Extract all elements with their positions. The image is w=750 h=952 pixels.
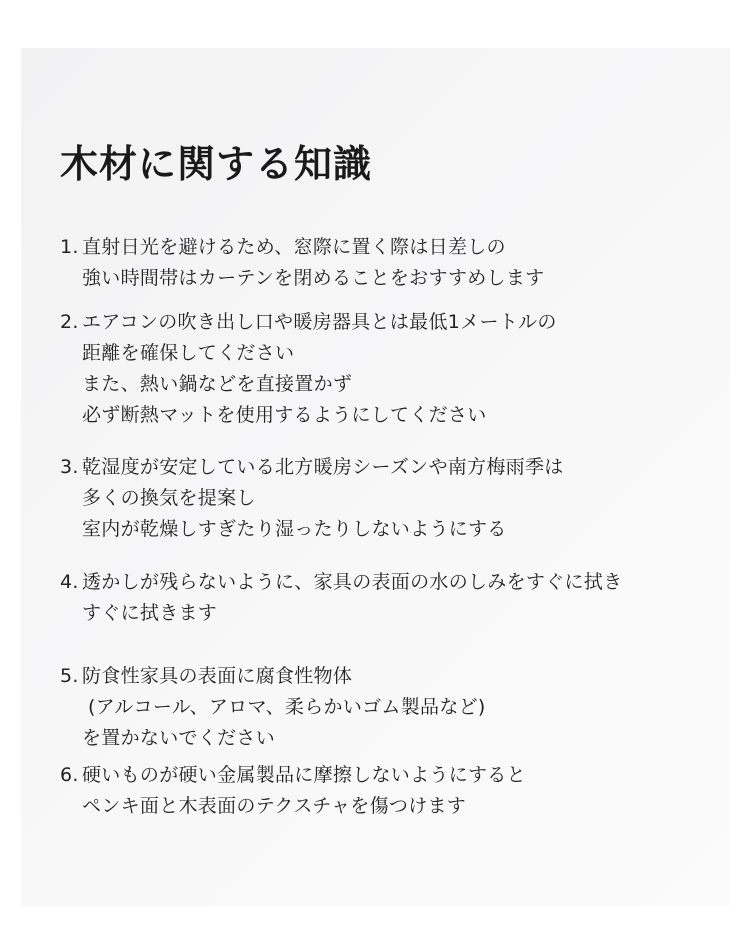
item-line: [60, 452, 720, 483]
item-text: 多くの換気を提案し: [82, 487, 256, 509]
item-text: 硬いものが硬い金属製品に摩擦しないようにすると: [82, 764, 526, 786]
item-line: [60, 232, 720, 263]
item-text: 防食性家具の表面に腐食性物体: [82, 665, 353, 687]
list-item-3: [60, 452, 720, 545]
item-line: [60, 307, 720, 338]
page-title: 木材に関する知識: [60, 142, 373, 186]
item-number: 2.: [60, 311, 79, 333]
item-text: 透かしが残らないように、家具の表面の水のしみをすぐに拭き: [82, 571, 623, 593]
item-text: 直射日光を避けるため、窓際に置く際は日差しの: [82, 236, 506, 258]
item-number: 6.: [60, 764, 79, 786]
item-text: また、熱い鍋などを直接置かず: [82, 373, 353, 395]
list-item-2: [60, 307, 720, 431]
item-number: 4.: [60, 571, 79, 593]
item-text: を置かないでください: [82, 727, 276, 749]
list-item-6: [60, 760, 720, 822]
item-text: エアコンの吹き出し口や暖房器具とは最低1メートルの: [82, 311, 557, 333]
list-item-5: [60, 661, 720, 754]
item-text: 必ず断熱マットを使用するようにしてください: [82, 404, 487, 426]
item-line: [60, 760, 720, 791]
item-number: 1.: [60, 236, 79, 258]
item-text: (アルコール、アロマ、柔らかいゴム製品など): [88, 696, 486, 718]
list-item-1: [60, 232, 720, 294]
list-item-4: [60, 567, 720, 629]
item-text: 乾湿度が安定している北方暖房シーズンや南方梅雨季は: [82, 456, 564, 478]
item-text: すぐに拭きます: [82, 602, 218, 624]
item-text: 強い時間帯はカーテンを閉めることをおすすめします: [82, 267, 545, 289]
item-number: 3.: [60, 456, 79, 478]
item-number: 5.: [60, 665, 79, 687]
item-text: ペンキ面と木表面のテクスチャを傷つけます: [82, 795, 467, 817]
item-text: 室内が乾燥しすぎたり湿ったりしないようにする: [82, 518, 507, 540]
item-line: [60, 567, 720, 598]
item-text: 距離を確保してください: [82, 342, 295, 364]
item-line: [60, 661, 720, 692]
